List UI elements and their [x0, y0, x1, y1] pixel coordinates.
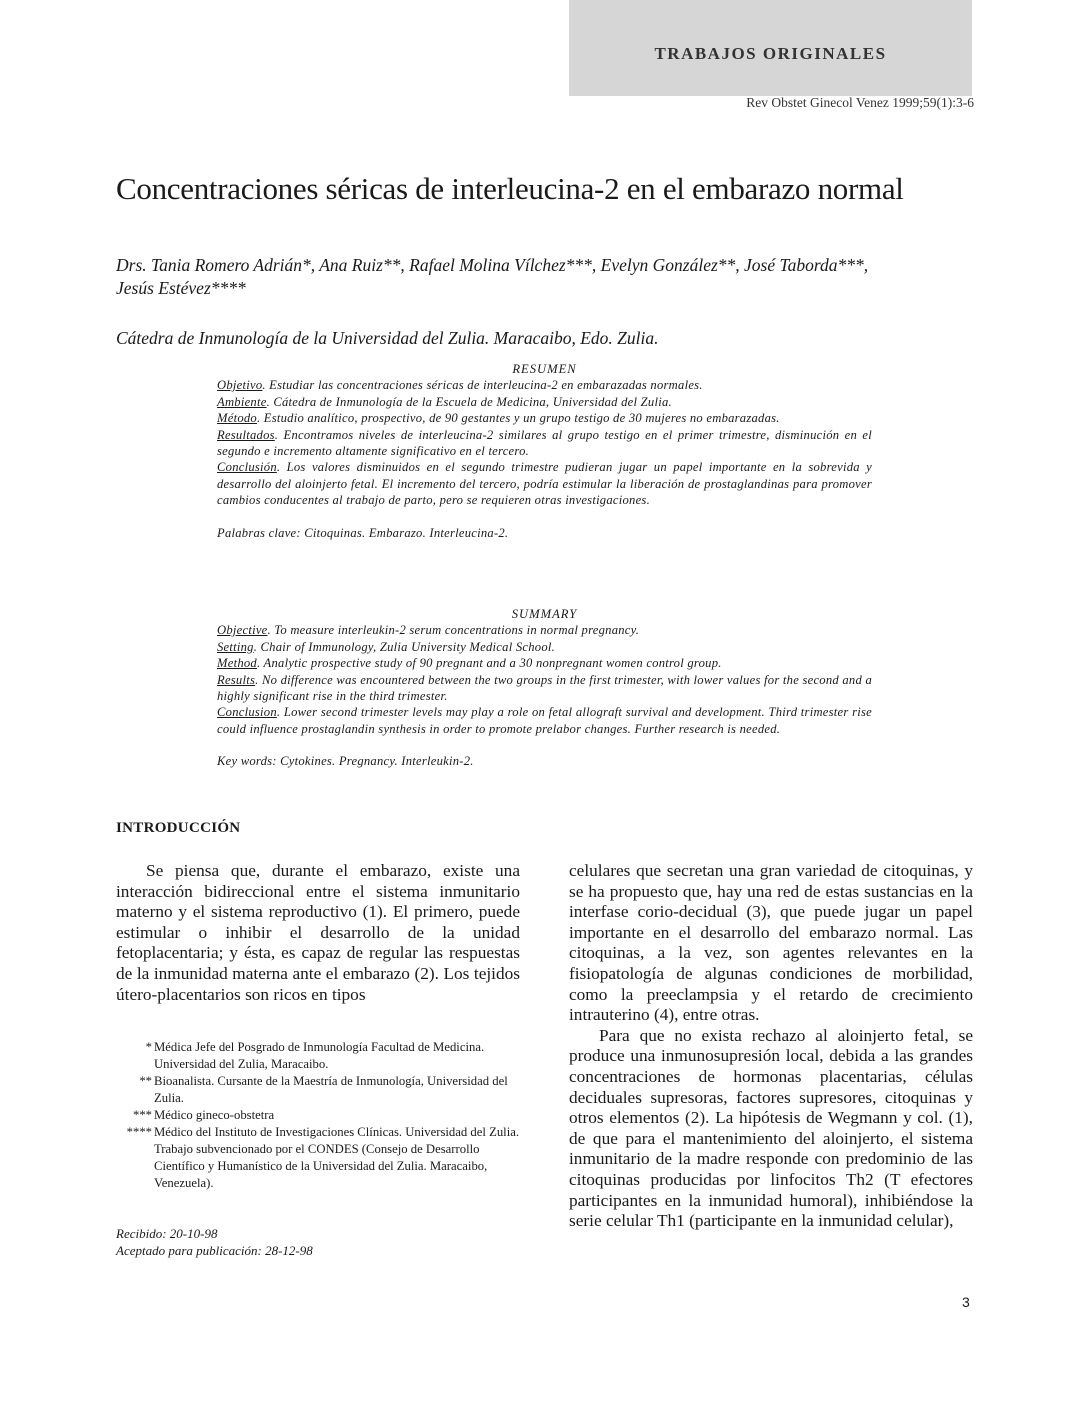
footnote-text: Médico gineco-obstetra	[154, 1108, 275, 1122]
summary-conclusion	[217, 704, 872, 737]
summary-method	[217, 655, 872, 671]
results-label: Results	[217, 672, 256, 687]
journal-citation: Rev Obstet Ginecol Venez 1999;59(1):3-6	[746, 95, 974, 110]
resumen-ambiente	[217, 394, 872, 410]
footnote-mark: **	[139, 1074, 152, 1088]
summary-results	[217, 672, 872, 705]
ambiente-label: Ambiente	[217, 394, 267, 409]
ambiente-text: . Cátedra de Inmunología de la Escuela de Medicina, Universidad del Zulia.	[266, 394, 672, 409]
section-label: TRABAJOS ORIGINALES	[654, 44, 887, 63]
manuscript-dates	[116, 1225, 313, 1259]
resumen-objetivo	[217, 377, 872, 393]
resumen-abstract	[217, 361, 872, 541]
introduction-heading: INTRODUCCIÓN	[116, 820, 241, 836]
objetivo-text: . Estudiar las concentraciones séricas de interleucina-2 en embarazadas normales.	[262, 378, 703, 393]
authors	[116, 254, 978, 300]
footnote-mark: ****	[126, 1125, 152, 1139]
footnotes	[116, 1039, 520, 1192]
results-text: . No difference was encountered between the two groups in the first trimester, with lower values for the second and a highly significant rise in the third trimester.	[217, 672, 872, 704]
footnote-mark: ***	[132, 1108, 152, 1122]
footnote	[116, 1039, 520, 1073]
footnote	[116, 1073, 520, 1107]
setting-label: Setting	[217, 639, 254, 654]
body-column-right	[569, 861, 973, 1232]
intro-paragraph-2: Para que no exista rechazo al aloinjerto fetal, se produce una inmunosupresión local, debida a las grandes concentraciones de hormonas placentarias, células deciduales supresoras, factores supresores, citoquinas y otros elementos (2). La hipótesis de Wegmann y col. (1), de que para el mantenimiento del aloinjerto, el sistema inmunitario de la madre responde con predominio de las citoquinas producidas por linfocitos Th2 (T efectores participantes en la inmunidad humoral), inhibiéndose la serie celular Th1 (participante en la inmunidad celular),	[569, 1025, 973, 1231]
objetivo-label: Objetivo	[217, 378, 263, 393]
resumen-heading: RESUMEN	[512, 362, 577, 376]
resultados-label: Resultados	[217, 427, 275, 442]
resumen-resultados	[217, 427, 872, 460]
resultados-text: . Encontramos niveles de interleucina-2 similares al grupo testigo en el primer trimestre, disminución en el segundo e incremento altamente significativo en el tercero.	[217, 427, 872, 459]
summary-setting	[217, 639, 872, 655]
palabras-clave: Palabras clave: Citoquinas. Embarazo. Interleucina-2.	[217, 525, 509, 540]
funding-note: Trabajo subvencionado por el CONDES (Consejo de Desarrollo Científico y Humanístico de la Universidad del Zulia. Maracaibo, Venezuela).	[154, 1142, 488, 1190]
footnote-mark: *	[145, 1040, 152, 1054]
summary-heading: SUMMARY	[511, 607, 578, 621]
setting-text: . Chair of Immunology, Zulia University Medical School.	[253, 639, 556, 654]
authors-line-2: Jesús Estévez****	[116, 278, 246, 298]
footnote	[116, 1107, 520, 1124]
conclusion-text-en: . Lower second trimester levels may play a role on fetal allograft survival and development. Third trimester rise could influence prostaglandin synthesis in order to promote prelabor changes. Further research is needed.	[217, 705, 872, 736]
footnote-text: Médica Jefe del Posgrado de Inmunología Facultad de Medicina. Universidad del Zulia, Maracaibo.	[154, 1040, 485, 1071]
intro-paragraph-1-continued: celulares que secretan una gran variedad de citoquinas, y se ha propuesto que, hay una red de estas sustancias en la interfase corio-decidual (3), que puede jugar un papel importante en el desarrollo del embarazo normal. Las citoquinas, a la vez, son agentes relevantes en la fisiopatología de algunas condiciones de morbilidad, como la preeclampsia y el retardo de crecimiento intrauterino (4), entre otras.	[569, 861, 973, 1025]
footnote-text: Bioanalista. Cursante de la Maestría de Inmunología, Universidad del Zulia.	[154, 1074, 508, 1105]
objective-text: . To measure interleukin-2 serum concentrations in normal pregnancy.	[267, 623, 640, 638]
footnote-text: Médico del Instituto de Investigaciones Clínicas. Universidad del Zulia.	[154, 1125, 520, 1139]
conclusion-label-en: Conclusion	[217, 705, 277, 720]
conclusion-label-es: Conclusión	[217, 460, 277, 475]
resumen-metodo	[217, 410, 872, 426]
metodo-label: Método	[217, 411, 257, 426]
conclusion-text-es: . Los valores disminuidos en el segundo trimestre pudieran jugar un papel importante en la sobrevida y desarrollo del aloinjerto fetal. El incremento del tercero, podría estimular la liberación de prostaglandinas para promover cambios conducentes al trabajo de parto, pero se requieren otras investigaciones.	[217, 460, 872, 508]
summary-abstract	[217, 606, 872, 770]
body-column-left	[116, 861, 520, 1005]
accepted-date: Aceptado para publicación: 28-12-98	[116, 1243, 313, 1258]
affiliation: Cátedra de Inmunología de la Universidad del Zulia. Maracaibo, Edo. Zulia.	[116, 328, 659, 348]
method-label: Method	[217, 656, 257, 671]
objective-label: Objective	[217, 623, 268, 638]
metodo-text: . Estudio analítico, prospectivo, de 90 gestantes y un grupo testigo de 30 mujeres no embarazadas.	[256, 411, 780, 426]
authors-line-1: Drs. Tania Romero Adrián*, Ana Ruiz**, Rafael Molina Vílchez***, Evelyn González**, José Taborda***,	[116, 255, 869, 275]
article-title: Concentraciones séricas de interleucina-2 en el embarazo normal	[116, 171, 904, 206]
intro-paragraph-1: Se piensa que, durante el embarazo, existe una interacción bidireccional entre el sistema inmunitario materno y el sistema reproductivo (1). El primero, puede estimular o inhibir el desarrollo de la unidad fetoplacentaria; y ésta, es capaz de regular las respuestas de la inmunidad materna ante el embarazo (2). Los tejidos útero-placentarios son ricos en tipos	[116, 861, 520, 1004]
resumen-conclusion	[217, 459, 872, 508]
page-number: 3	[962, 1294, 970, 1310]
received-date: Recibido: 20-10-98	[116, 1226, 218, 1241]
summary-objective	[217, 622, 872, 638]
key-words: Key words: Cytokines. Pregnancy. Interleukin-2.	[217, 754, 474, 769]
method-text: . Analytic prospective study of 90 pregnant and a 30 nonpregnant women control group.	[256, 656, 722, 671]
footnote	[116, 1124, 520, 1141]
section-header-box	[569, 0, 972, 96]
